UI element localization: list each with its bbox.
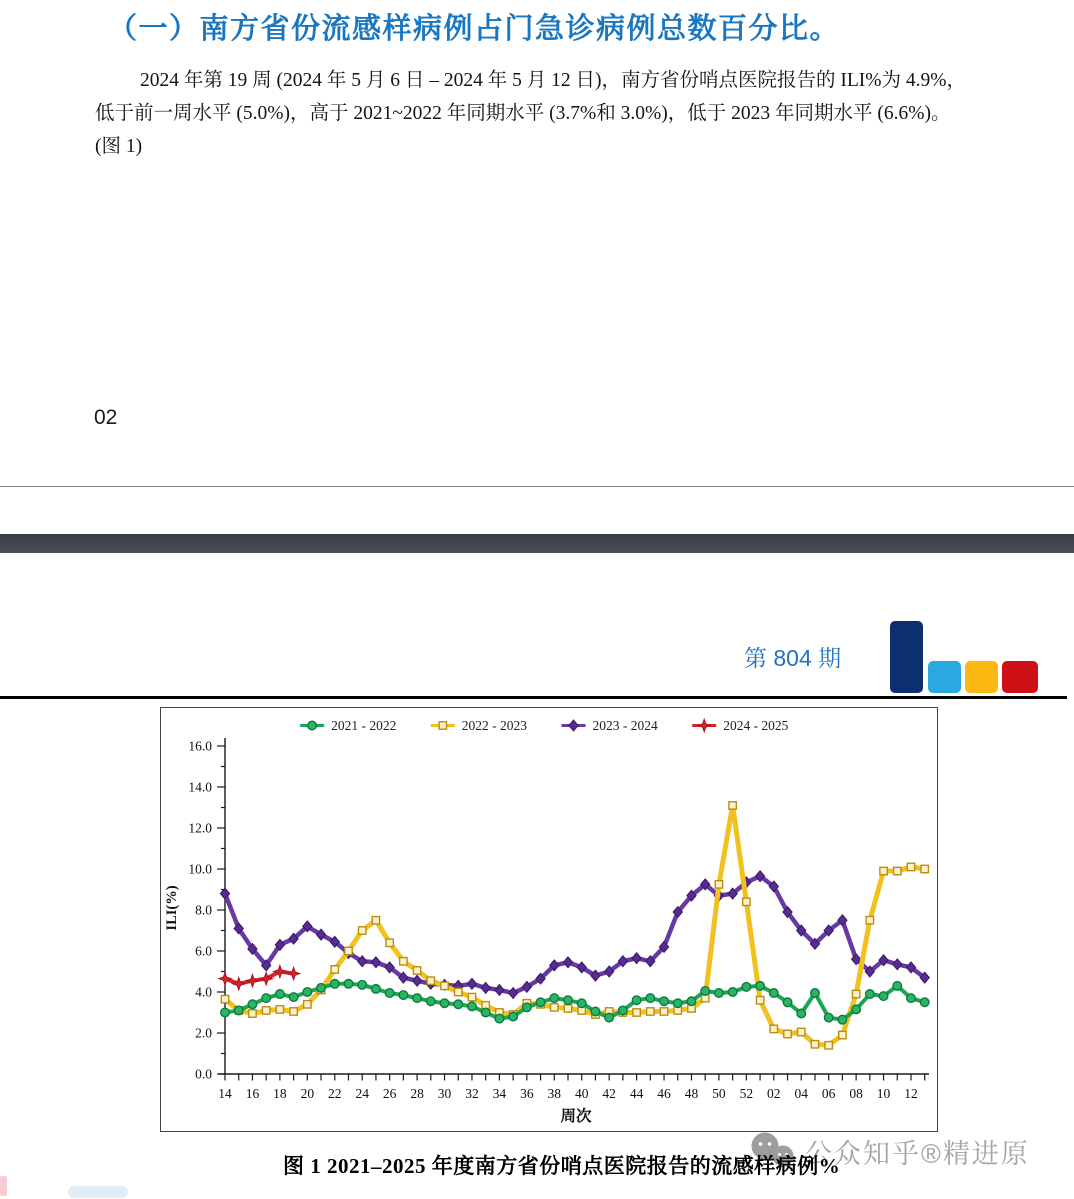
svg-text:52: 52 bbox=[739, 1086, 754, 1101]
y-axis-ticks bbox=[188, 739, 225, 1082]
paragraph-line-1: 2024 年第 19 周 (2024 年 5 月 6 日 – 2024 年 5 月 12 日)，南方省份哨点医院报告的 ILI%为 4.9%， bbox=[140, 70, 966, 91]
svg-text:30: 30 bbox=[437, 1086, 452, 1101]
accent-square-yellow bbox=[965, 661, 998, 693]
faint-watermark-mark bbox=[0, 1176, 7, 1196]
svg-text:14.0: 14.0 bbox=[188, 779, 212, 795]
svg-text:26: 26 bbox=[382, 1086, 397, 1101]
svg-text:4.0: 4.0 bbox=[195, 984, 212, 1000]
svg-text:0.0: 0.0 bbox=[195, 1066, 212, 1082]
svg-text:06: 06 bbox=[821, 1086, 836, 1101]
svg-text:48: 48 bbox=[684, 1086, 699, 1101]
paragraph-line-2: 低于前一周水平 (5.0%)，高于 2021~2022 年同期水平 (3.7%和 3.0%)，低于 2023 年同期水平 (6.6%)。 bbox=[95, 103, 951, 124]
x-axis-ticks bbox=[218, 1074, 924, 1101]
series-2024-2025 bbox=[219, 965, 300, 990]
svg-text:08: 08 bbox=[849, 1086, 863, 1101]
svg-text:16.0: 16.0 bbox=[188, 738, 212, 754]
axes bbox=[219, 738, 929, 1074]
divider-dark-bar bbox=[0, 534, 1074, 553]
svg-text:40: 40 bbox=[574, 1086, 589, 1101]
svg-text:50: 50 bbox=[712, 1086, 726, 1101]
svg-text:24: 24 bbox=[355, 1086, 369, 1101]
legend-item bbox=[562, 718, 658, 733]
watermark-text: 公众知乎®精进原 bbox=[805, 1138, 1030, 1169]
svg-text:6.0: 6.0 bbox=[195, 943, 212, 959]
svg-text:32: 32 bbox=[465, 1086, 479, 1101]
svg-text:22: 22 bbox=[328, 1086, 342, 1101]
svg-text:34: 34 bbox=[492, 1086, 507, 1101]
y-axis-label bbox=[164, 885, 180, 930]
svg-text:14: 14 bbox=[218, 1086, 232, 1101]
svg-text:2024 - 2025: 2024 - 2025 bbox=[723, 718, 789, 733]
series-2022-2023 bbox=[221, 802, 928, 1049]
ili-line-chart bbox=[161, 708, 936, 1130]
legend bbox=[300, 718, 789, 733]
svg-text:2021 - 2022: 2021 - 2022 bbox=[331, 718, 397, 733]
accent-square-red bbox=[1002, 661, 1038, 693]
legend-item bbox=[431, 718, 527, 733]
figure-caption: 图 1 2021–2025 年度南方省份哨点医院报告的流感样病例% bbox=[283, 1154, 841, 1178]
svg-text:2.0: 2.0 bbox=[195, 1025, 212, 1041]
legend-item bbox=[692, 718, 788, 733]
svg-text:ILI(%): ILI(%) bbox=[164, 885, 180, 931]
faint-watermark-mark bbox=[68, 1186, 128, 1198]
svg-text:44: 44 bbox=[629, 1086, 644, 1101]
svg-text:2023 - 2024: 2023 - 2024 bbox=[592, 718, 658, 733]
section-title: （一）南方省份流感样病例占门急诊病例总数百分比。 bbox=[108, 13, 841, 45]
svg-text:10.0: 10.0 bbox=[188, 861, 212, 877]
series-2021-2022 bbox=[221, 980, 929, 1024]
svg-text:18: 18 bbox=[273, 1086, 287, 1101]
svg-text:12.0: 12.0 bbox=[188, 820, 212, 836]
svg-text:2022 - 2023: 2022 - 2023 bbox=[461, 718, 528, 733]
svg-text:12: 12 bbox=[904, 1086, 918, 1101]
svg-text:16: 16 bbox=[245, 1086, 260, 1101]
divider-thin-line bbox=[0, 486, 1074, 487]
svg-text:28: 28 bbox=[410, 1086, 424, 1101]
paragraph-line-3: (图 1) bbox=[95, 136, 143, 157]
page-number: 02 bbox=[94, 406, 118, 429]
x-axis-label bbox=[560, 1106, 592, 1125]
svg-text:04: 04 bbox=[794, 1086, 808, 1101]
svg-text:10: 10 bbox=[876, 1086, 891, 1101]
svg-text:46: 46 bbox=[657, 1086, 671, 1101]
chart-container bbox=[160, 707, 938, 1132]
svg-text:8.0: 8.0 bbox=[195, 902, 212, 918]
svg-text:36: 36 bbox=[520, 1086, 534, 1101]
accent-square-lightblue bbox=[928, 661, 961, 693]
divider-black-line bbox=[0, 696, 1067, 699]
issue-number: 第 804 期 bbox=[744, 645, 842, 671]
svg-text:42: 42 bbox=[602, 1086, 616, 1101]
svg-text:20: 20 bbox=[300, 1086, 315, 1101]
body-paragraph bbox=[95, 64, 1010, 163]
svg-text:02: 02 bbox=[767, 1086, 781, 1101]
svg-text:38: 38 bbox=[547, 1086, 562, 1101]
svg-text:周次: 周次 bbox=[560, 1108, 592, 1125]
accent-square-navy bbox=[890, 621, 923, 693]
legend-item bbox=[300, 718, 396, 733]
